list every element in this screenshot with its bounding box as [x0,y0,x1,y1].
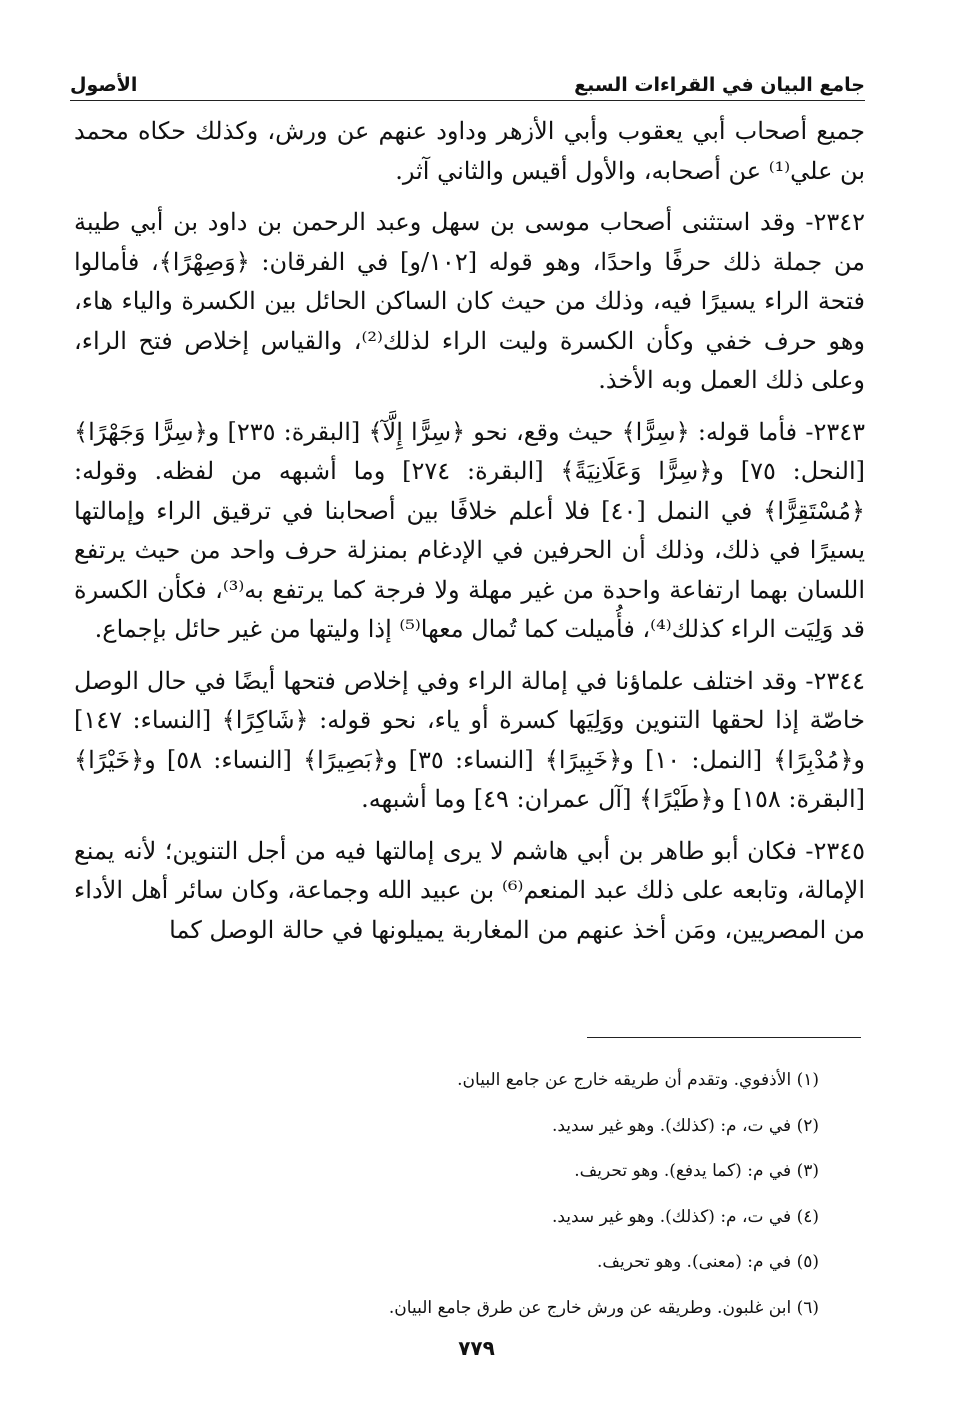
paragraph-continuation: جميع أصحاب أبي يعقوب وأبي الأزهر وداود عنهم عن ورش، وكذلك حكاه محمد بن علي⁽¹⁾ عن أصحابه، والأول أقيس والثاني آثر. [74,117,865,185]
paragraph-2344: ٢٣٤٤- وقد اختلف علماؤنا في إمالة الراء وفي إخلاص فتحها أيضًا في حال الوصل خاصّة إذا لحقها التنوين ووَلِيَها كسرة أو ياء، نحو قوله: ﴿شَاكِرًا﴾ [النساء: ١٤٧] و﴿مُدْبِرًا﴾ [النمل: ١٠] و﴿خَبِيرًا﴾ [النساء: ٣٥] و﴿بَصِيرًا﴾ [النساء: ٥٨] و﴿خَيْرًا﴾ [البقرة: ١٥٨] و﴿طَيْرًا﴾ [آل عمران: ٤٩] وما أشبهه. [74,666,865,813]
footnote-4: (٤) في ت، م: (كذلك). وهو غير سديد. [551,1206,819,1227]
footnote-3: (٣) في م: (كما يدفع). وهو تحريف. [574,1161,819,1181]
running-header [70,58,865,101]
paragraph-2343: ٢٣٤٣- فأما قوله: ﴿سِرًّا﴾ حيث وقع، نحو ﴿سِرًّا إِلَّآ﴾ [البقرة: ٢٣٥] و﴿سِرًّا وَجَهْرًا﴾ [النحل: ٧٥] و﴿سِرًّا وَعَلَانِيَةً﴾ [البقرة: ٢٧٤] وما أشبهه من لفظه. وقوله: ﴿مُسْتَقِرًّا﴾ في النمل [٤٠] فلا أعلم خلافًا بين أصحابنا في ترقيق الراء وإمالتها يسيرًا في ذلك، وذلك أن الحرفين في الإدغام بمنزلة حرف واحد من حيث يرتفع اللسان بهما ارتفاعة واحدة من غير مهلة ولا فرجة كما يرتفع به⁽³⁾، فكأن الكسرة قد وَلِيَت الراء كذلك⁽⁴⁾، فأُميلت كما تُمال معها⁽⁵⁾ إذا وليتها من غير حائل بإجماع. [74,417,866,643]
main-text [74,112,865,962]
book-title: جامع البيان في القراءات السبع [574,74,865,96]
paragraph-2342: ٢٣٤٢- وقد استثنى أصحاب موسى بن سهل وعبد الرحمن بن داود بن أبي طيبة من جملة ذلك حرفًا واحدًا، وهو قوله [١٠٢/و] في الفرقان: ﴿وَصِهْرًا﴾، فأمالوا فتحة الراء يسيرًا فيه، وذلك من حيث كان الساكن الحائل بين الكسرة والياء هاء، وهو حرف خفي وكأن الكسرة وليت الراء لذلك⁽²⁾، والقياس إخلاص فتح الراء، وعلى ذلك العمل وبه الأخذ. [74,208,865,394]
section-title: الأصول [70,74,138,96]
footnote-separator [587,1037,861,1038]
paragraph-2345: ٢٣٤٥- فكان أبو طاهر بن أبي هاشم لا يرى إمالتها فيه من أجل التنوين؛ لأنه يمنع الإمالة، وتابعه على ذلك عبد المنعم⁽⁶⁾ بن عبيد الله وجماعة، وكان سائر أهل الأداء من المصريين، ومَن أخذ عنهم من المغاربة يميلونها في حالة الوصل كما [74,836,865,944]
footnote-2: (٢) في ت، م: (كذلك). وهو غير سديد. [551,1115,819,1136]
page-number: ٧٧٩ [458,1336,495,1360]
footnote-1: (١) الأذفوي. وتقدم أن طريقه خارج عن جامع البيان. [457,1070,819,1090]
footnotes [100,1058,819,1331]
footnote-5: (٥) في م: (معنى). وهو تحريف. [596,1252,819,1272]
footnote-6: (٦) ابن غلبون. وطريقه عن ورش خارج عن طرق جامع البيان. [388,1297,819,1318]
